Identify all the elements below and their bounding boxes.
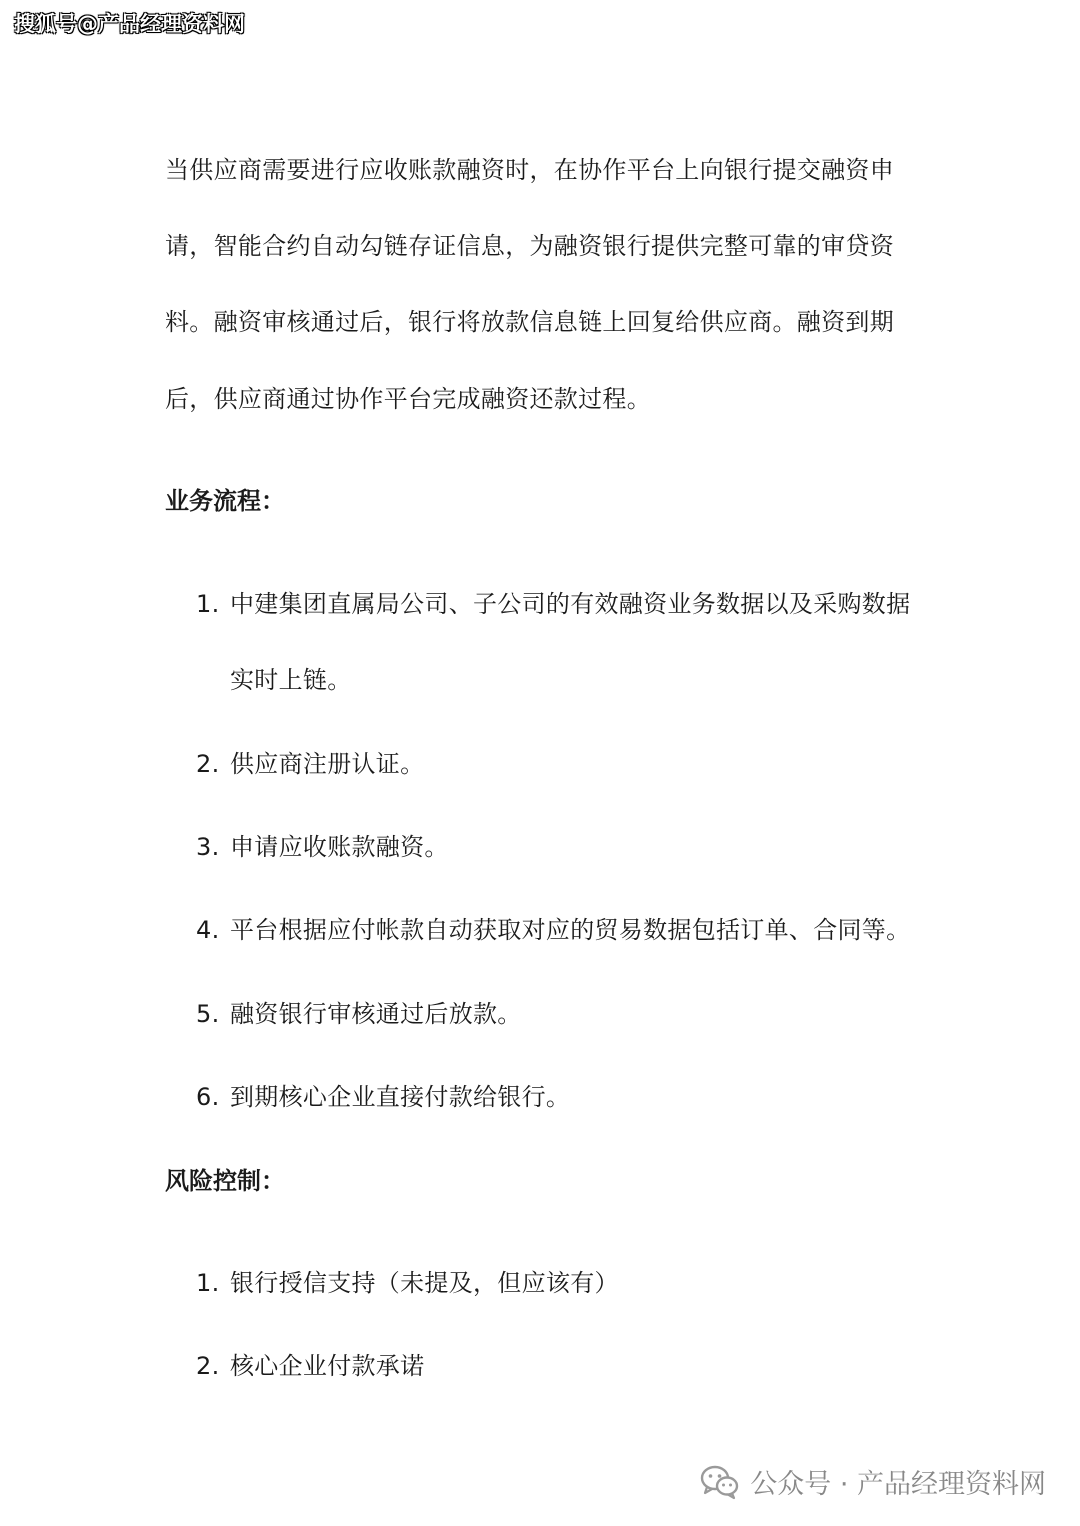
section-heading-risk-control: 风险控制： <box>165 1167 285 1195</box>
list-item-text: 中建集团直属局公司、子公司的有效融资业务数据以及采购数据 <box>230 590 911 618</box>
list-item-number: 6. <box>196 1083 220 1111</box>
list-item-number: 5. <box>196 1000 220 1028</box>
list-item-text: 融资银行审核通过后放款。 <box>230 1000 522 1028</box>
list-item-text: 实时上链。 <box>230 666 352 694</box>
list-item-text: 供应商注册认证。 <box>230 750 425 778</box>
wechat-icon <box>700 1464 740 1500</box>
list-item-text: 到期核心企业直接付款给银行。 <box>230 1083 571 1111</box>
list-item-number: 1. <box>196 590 220 618</box>
list-item-number: 3. <box>196 833 220 861</box>
list-item-number: 1. <box>196 1269 220 1297</box>
intro-line: 料。融资审核通过后，银行将放款信息链上回复给供应商。融资到期 <box>165 308 894 336</box>
list-item-text: 平台根据应付帐款自动获取对应的贸易数据包括订单、合同等。 <box>230 916 911 944</box>
section-heading-business-flow: 业务流程： <box>165 487 285 515</box>
footer-text: 公众号 · 产品经理资料网 <box>750 1469 1046 1500</box>
intro-line: 后，供应商通过协作平台完成融资还款过程。 <box>165 385 651 413</box>
footer-watermark <box>700 1462 1046 1501</box>
list-item-text: 核心企业付款承诺 <box>230 1352 425 1380</box>
list-item-number: 2. <box>196 1352 220 1380</box>
intro-line: 请，智能合约自动勾链存证信息，为融资银行提供完整可靠的审贷资 <box>165 232 894 260</box>
list-item-text: 申请应收账款融资。 <box>230 833 449 861</box>
watermark-source: 搜狐号@产品经理资料网 <box>14 12 245 36</box>
list-item-number: 4. <box>196 916 220 944</box>
list-item-number: 2. <box>196 750 220 778</box>
list-item-text: 银行授信支持（未提及，但应该有） <box>230 1269 619 1297</box>
intro-line: 当供应商需要进行应收账款融资时，在协作平台上向银行提交融资申 <box>165 156 894 184</box>
